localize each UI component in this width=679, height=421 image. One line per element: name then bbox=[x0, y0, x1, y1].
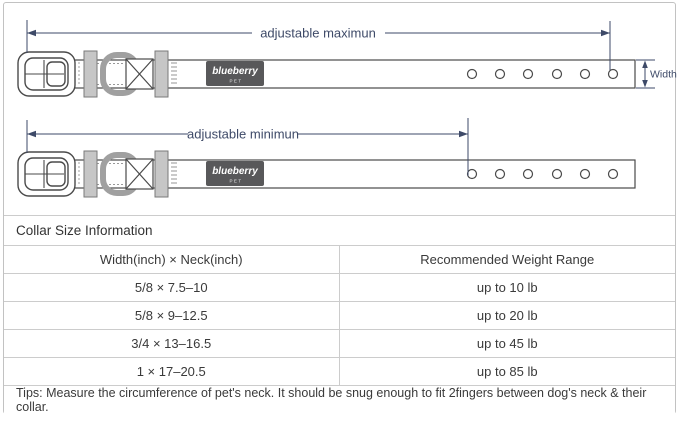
table-row-weight: up to 10 lb bbox=[340, 274, 676, 302]
table-title: Collar Size Information bbox=[4, 215, 675, 246]
table-row-size: 1 × 17–20.5 bbox=[4, 358, 340, 386]
table-row-size: 3/4 × 13–16.5 bbox=[4, 330, 340, 358]
table-row-size: 5/8 × 9–12.5 bbox=[4, 302, 340, 330]
column-header-weight: Recommended Weight Range bbox=[340, 246, 676, 274]
table-row-weight: up to 85 lb bbox=[340, 358, 676, 386]
adjustable-minimum-label: adjustable minimun bbox=[186, 126, 300, 142]
collar-minimum bbox=[18, 151, 635, 197]
width-label: Width bbox=[650, 68, 677, 81]
adjustable-maximum-label: adjustable maximun bbox=[260, 25, 376, 41]
table-row-size: 5/8 × 7.5–10 bbox=[4, 274, 340, 302]
table-row-weight: up to 20 lb bbox=[340, 302, 676, 330]
tips-text: Tips: Measure the circumference of pet's neck. It should be snug enough to fit 2fingers between dog's neck & their collar. bbox=[16, 386, 647, 414]
size-table-section bbox=[4, 215, 675, 414]
size-table bbox=[4, 246, 675, 386]
table-row-weight: up to 45 lb bbox=[340, 330, 676, 358]
collar-maximum bbox=[18, 51, 635, 97]
column-header-size: Width(inch) × Neck(inch) bbox=[4, 246, 340, 274]
